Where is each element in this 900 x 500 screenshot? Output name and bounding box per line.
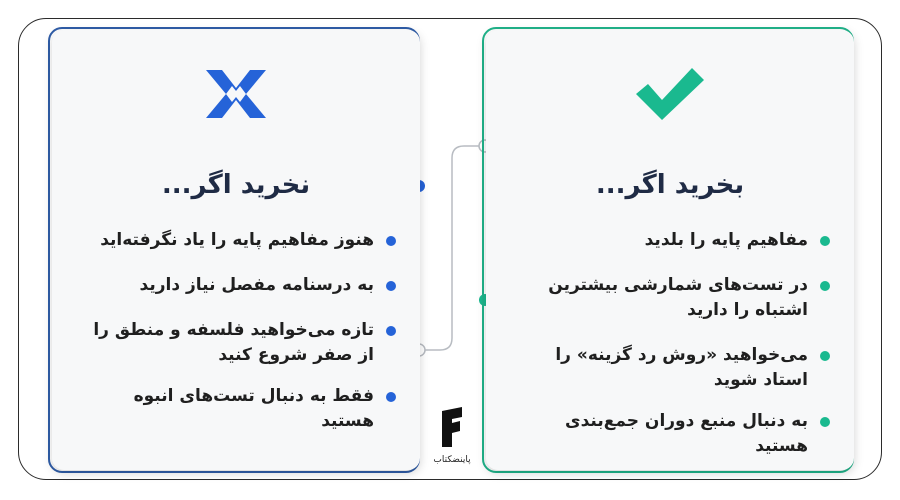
bullet-dot xyxy=(820,281,830,291)
list-item-text: تازه می‌خواهید فلسفه و منطق را از صفر شروع کنید xyxy=(93,320,374,365)
list-item xyxy=(510,343,830,393)
list-item-text: در تست‌های شمارشی بیشترین اشتباه را دارید xyxy=(548,275,808,320)
buy-title: بخرید اگر... xyxy=(595,170,745,200)
list-item-text: فقط به دنبال تست‌های انبوه هستید xyxy=(133,386,374,431)
buy-list xyxy=(510,220,830,459)
list-item xyxy=(76,318,396,368)
bullet-dot xyxy=(386,392,396,402)
dont-buy-card xyxy=(52,30,420,470)
brand-logo xyxy=(428,405,476,473)
list-item xyxy=(76,384,396,434)
dont-buy-list xyxy=(76,220,396,434)
bullet-dot xyxy=(820,417,830,427)
list-item-text: مفاهیم پایه را بلدید xyxy=(644,230,808,250)
bullet-dot xyxy=(386,326,396,336)
bullet-dot xyxy=(386,236,396,246)
list-item xyxy=(510,228,830,253)
brand-logo-text: پاینضکتاب xyxy=(433,455,471,465)
list-item xyxy=(76,273,396,298)
list-item-text: هنوز مفاهیم پایه را یاد نگرفته‌اید xyxy=(100,230,374,250)
brand-logo-icon xyxy=(432,405,472,449)
checkmark-icon xyxy=(630,64,710,124)
list-item-text: می‌خواهید «روش رد گزینه» را استاد شوید xyxy=(555,345,808,390)
bullet-dot xyxy=(820,236,830,246)
list-item-text: به دنبال منبع دوران جمع‌بندی هستید xyxy=(565,411,808,456)
bullet-dot xyxy=(386,281,396,291)
list-item xyxy=(76,228,396,253)
list-item xyxy=(510,409,830,459)
buy-card xyxy=(486,30,854,470)
bullet-dot xyxy=(820,351,830,361)
list-item xyxy=(510,273,830,323)
list-item-text: به درسنامه مفصل نیاز دارید xyxy=(139,275,374,295)
x-icon xyxy=(196,64,276,124)
dont-buy-title: نخرید اگر... xyxy=(161,170,311,200)
